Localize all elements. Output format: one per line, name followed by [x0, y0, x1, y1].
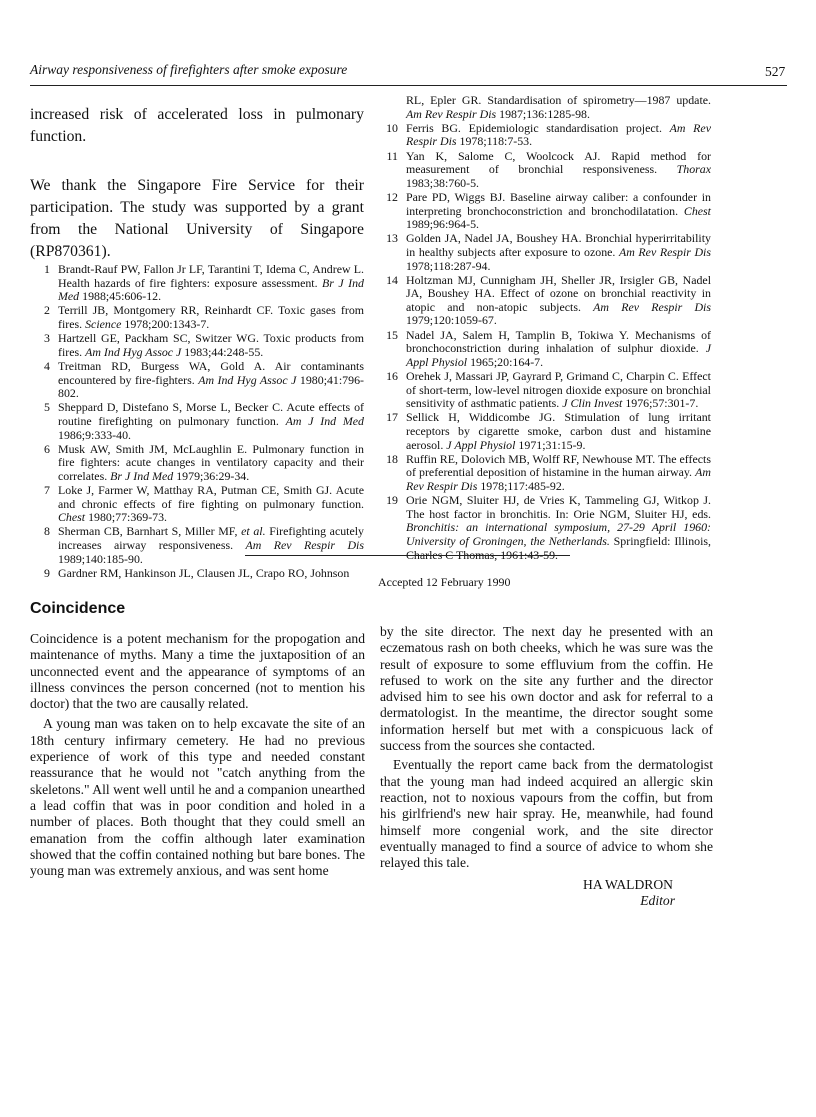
reference-item: 12 Pare PD, Wiggs BJ. Baseline airway caliber: a confounder in interpreting bronchoconstriction and bronchodilatation. Chest 1989;96:964-5. — [386, 189, 711, 232]
header-rule — [30, 85, 787, 86]
article-right-column — [380, 624, 713, 909]
running-title: Airway responsiveness of firefighters after smoke exposure — [30, 62, 348, 77]
reference-item: 7 Loke J, Farmer W, Matthay RA, Putman CE, Smith GJ. Acute and chronic effects of fire fighting on pulmonary function. Chest 1980;77:369-73. — [44, 483, 364, 525]
article-title: Coincidence — [30, 600, 126, 617]
author-role: Editor — [640, 893, 675, 909]
reference-item: 18 Ruffin RE, Dolovich MB, Wolff RF, Newhouse MT. The effects of preferential deposition of histamine in the human airway. Am Rev Respir Dis 1978;117:485-92. — [386, 451, 711, 493]
reference-item: 1 Brandt-Rauf PW, Fallon Jr LF, Tarantini T, Idema C, Andrew L. Health hazards of fire fighters: exposure assessment. Br J Ind Med 1988;45:606-12. — [44, 262, 364, 304]
reference-item: 3 Hartzell GE, Packham SC, Switzer WG. Toxic products from fires. Am Ind Hyg Assoc J 1983;44:248-55. — [44, 331, 364, 359]
left-column — [30, 104, 364, 581]
article-paragraph: Coincidence is a potent mechanism for the propogation and maintenance of myths. Many a time the juxtaposition of an unconnected event and the appearance of symptoms of an illness convinces the person concerned (not to mention his doctor) that the two are causally related. — [30, 631, 365, 712]
article-left-column — [30, 600, 365, 879]
reference-item: 8 Sherman CB, Barnhart S, Miller MF, et al. Firefighting acutely increases airway responsiveness. Am Rev Respir Dis 1989;140:185-90. — [44, 524, 365, 566]
reference-item: 15 Nadel JA, Salem H, Tamplin B, Tokiwa Y. Mechanisms of bronchoconstriction during inhalation of sulphur dioxide. J Appl Physiol 1965;20:164-7. — [386, 327, 711, 369]
reference-list-left — [30, 263, 364, 580]
acknowledgement: We thank the Singapore Fire Service for their participation. The study was supported by a grant from the National University of Singapore (RP870361). — [30, 177, 364, 260]
reference-item: 13 Golden JA, Nadel JA, Boushey HA. Bronchial hyperirritability in healthy subjects after exposure to ozone. Am Rev Respir Dis 1978;118:287-94. — [386, 231, 711, 273]
conclusion-text: increased risk of accelerated loss in pulmonary function. — [30, 106, 364, 145]
article-paragraph: by the site director. The next day he presented with an eczematous rash on both cheeks, which he was sure was the result of exposure to some effluvium from the coffin. He refused to work on the site any further and the director advised him to see his own doctor and ask for referral to a dermatologist. In the meantime, the director sought some information herself but met with a conspicuous lack of success from the sources she contacted. — [380, 624, 713, 754]
reference-item: 9 Gardner RM, Hankinson JL, Clausen JL, Crapo RO, Johnson — [44, 565, 350, 580]
reference-item: 10 Ferris BG. Epidemiologic standardisation project. Am Rev Respir Dis 1978;118:7-53. — [386, 120, 711, 149]
page-number: 527 — [765, 64, 786, 79]
article-paragraph: A young man was taken on to help excavate the site of an 18th century infirmary cemetery. He had no previous experience of work of this type and needed constant reassurance that he would not "catch anything from the skeletons." All went well until he and a companion unearthed a lead coffin that was in poor condition and holed in a number of places. Both thought that they could smell an emanation from the coffin although later examination showed that the coffin contained nothing but bare bones. The young man was extremely anxious, and was sent home — [30, 716, 365, 879]
author-name: HA WALDRON — [583, 877, 673, 893]
reference-item: 14 Holtzman MJ, Cunnigham JH, Sheller JR, Irsigler GB, Nadel JA, Boushey HA. Effect of ozone on bronchial reactivity in atopic and non-atopic subjects. Am Rev Respir Dis 1979;120:1059-67. — [386, 272, 711, 328]
reference-item: 5 Sheppard D, Distefano S, Morse L, Becker C. Acute effects of routine firefighting on pulmonary function. Am J Ind Med 1986;9:333-40. — [44, 400, 364, 442]
reference-item: 16 Orehek J, Massari JP, Gayrard P, Grimand C, Charpin C. Effect of short-term, low-level nitrogen dioxide exposure on bronchial sensitivity of asthmatic patients. J Clin Invest 1976;57:301-7. — [386, 369, 711, 411]
reference-item: 4 Treitman RD, Burgess WA, Gold A. Air contaminants encountered by fire-fighters. Am Ind Hyg Assoc J 1980;41:796-802. — [44, 358, 364, 401]
reference-item: 2 Terrill JB, Montgomery RR, Reinhardt CF. Toxic gases from fires. Science 1978;200:1343-7. — [44, 303, 365, 331]
section-separator — [245, 555, 570, 556]
article-paragraph: Eventually the report came back from the dermatologist that the young man had indeed acquired an allergic skin reaction, not to noxious vapours from the coffin, but from his girlfriend's new hair spray. He, meanwhile, had found himself more congenial work, and the site director eventually managed to find a source of advice to whom she relayed this tale. — [380, 757, 713, 871]
right-column — [378, 94, 711, 590]
reference-item: 11 Yan K, Salome C, Woolcock AJ. Rapid method for measurement of bronchial responsiveness. Thorax 1983;38:760-5. — [386, 148, 711, 190]
reference-list-right — [378, 94, 711, 562]
reference-item: 19 Orie NGM, Sluiter HJ, de Vries K, Tammeling GJ, Witkop J. The host factor in bronchitis. In: Orie NGM, Sluiter HJ, eds. Bronchitis: an international symposium, 27-29 April 1960: University of Groningen, the Netherlands. Springfield: Illinois, Charles C Thomas, 1961:43-59. — [386, 493, 711, 562]
reference-item: 6 Musk AW, Smith JM, McLaughlin E. Pulmonary function in fire fighters: acute changes in ventilatory capacity and their correlates. Br J Ind Med 1979;36:29-34. — [44, 441, 365, 483]
reference-continuation: RL, Epler GR. Standardisation of spirometry—1987 update. Am Rev Respir Dis 1987;136:1285-98. — [406, 93, 711, 121]
reference-item: 17 Sellick H, Widdicombe JG. Stimulation of lung irritant receptors by cigarette smoke, carbon dust and histamine aerosol. J Appl Physiol 1971;31:15-9. — [386, 410, 711, 452]
accepted-date: Accepted 12 February 1990 — [378, 575, 511, 590]
